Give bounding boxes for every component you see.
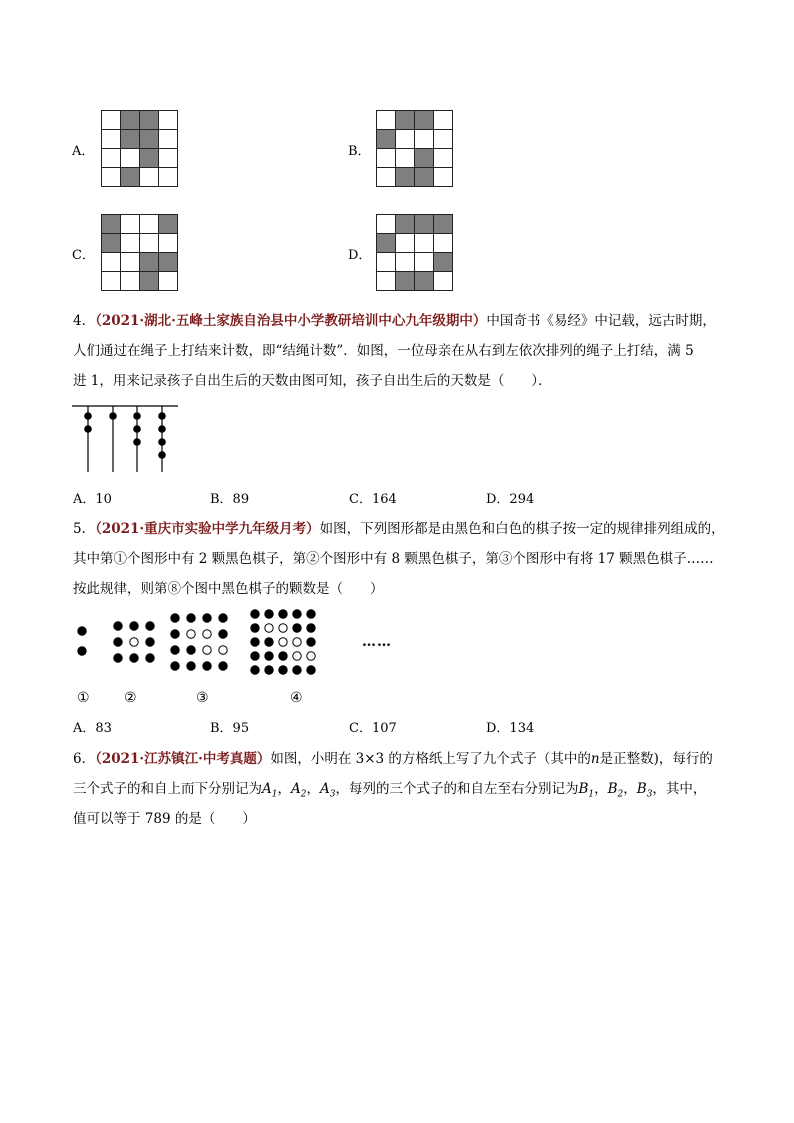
option-d-label: D． [348, 248, 372, 263]
white-stone [265, 624, 273, 632]
knot [84, 425, 92, 433]
shaded-cell [159, 253, 178, 272]
q6-a1: $A_1$ [262, 781, 278, 800]
q5-number: 5． [73, 521, 96, 537]
knot [133, 425, 141, 433]
white-stone [203, 646, 211, 654]
grid-cell [159, 149, 178, 168]
white-stone [203, 630, 211, 638]
grid-cell [377, 149, 396, 168]
grid-cell [396, 149, 415, 168]
shaded-cell [434, 215, 453, 234]
q4-choice-c: C．164 [349, 492, 397, 507]
q5-choice-a: A．83 [73, 721, 112, 736]
grid-cell [121, 253, 140, 272]
black-stone [203, 662, 211, 670]
shaded-cell [102, 234, 121, 253]
black-stone [265, 652, 273, 660]
black-stone [279, 652, 287, 660]
shaded-cell [140, 130, 159, 149]
black-stone [307, 610, 315, 618]
black-stone [251, 666, 259, 674]
grid-cell [415, 253, 434, 272]
grid-cell [121, 234, 140, 253]
shaded-cell [140, 272, 159, 291]
black-stone [219, 614, 227, 622]
white-stone [293, 652, 301, 660]
q4-choice-a: A．10 [73, 492, 112, 507]
black-stone [146, 622, 154, 630]
white-stone [279, 638, 287, 646]
grid-cell [415, 130, 434, 149]
shaded-cell [121, 168, 140, 187]
q5-line1 [73, 519, 725, 539]
black-stone [146, 638, 154, 646]
grid-cell [377, 272, 396, 291]
shaded-cell [415, 111, 434, 130]
knot [133, 412, 141, 420]
q4-choice-d: D．294 [486, 492, 535, 507]
q6-b2: $B_2$ [607, 781, 624, 800]
option-d-grid [376, 214, 453, 291]
option-a-grid [101, 110, 178, 187]
q6-b1: $B_1$ [578, 781, 595, 800]
q6-source: （2021·江苏镇江·中考真题） [95, 751, 271, 767]
option-a-label: A． [72, 144, 95, 159]
q4-line1 [73, 311, 716, 331]
q6-text-2c: ，其中， [652, 781, 707, 797]
shaded-cell [396, 111, 415, 130]
q6-number: 6． [73, 751, 96, 767]
shaded-cell [159, 215, 178, 234]
black-stone [171, 646, 179, 654]
black-stone [279, 610, 287, 618]
grid-cell [434, 149, 453, 168]
black-stone [307, 666, 315, 674]
black-stone [114, 638, 122, 646]
black-stone [114, 654, 122, 662]
white-stone [187, 630, 195, 638]
black-stone [187, 614, 195, 622]
q6-line1 [73, 749, 713, 769]
option-b-label: B． [348, 144, 371, 159]
chess-pattern-figure [70, 604, 410, 684]
knot-rope-figure [70, 402, 180, 474]
shaded-cell [396, 168, 415, 187]
grid-cell [377, 168, 396, 187]
grid-cell [159, 234, 178, 253]
grid-cell [140, 215, 159, 234]
shaded-cell [396, 272, 415, 291]
q4-number: 4． [73, 313, 96, 329]
black-stone [251, 652, 259, 660]
black-stone [219, 662, 227, 670]
grid-cell [415, 234, 434, 253]
shaded-cell [140, 253, 159, 272]
black-stone [146, 654, 154, 662]
shaded-cell [434, 253, 453, 272]
white-stone [307, 652, 315, 660]
shaded-cell [140, 111, 159, 130]
q5-line2: 其中第①个图形中有 2 颗黑色棋子，第②个图形中有 8 颗黑色棋子，第③个图形中有将 17 颗黑色棋子…… [73, 551, 714, 567]
grid-cell [434, 130, 453, 149]
figure-label-2: ② [124, 690, 137, 706]
black-stone [265, 638, 273, 646]
q6-a3: $A_3$ [319, 781, 336, 800]
black-stone [187, 646, 195, 654]
black-stone [307, 638, 315, 646]
black-stone [187, 662, 195, 670]
grid-cell [396, 234, 415, 253]
q4-choice-b: B．89 [210, 492, 250, 507]
shaded-cell [102, 215, 121, 234]
grid-cell [377, 111, 396, 130]
black-stone [219, 630, 227, 638]
q6-var-n: n [590, 751, 600, 767]
grid-cell [377, 253, 396, 272]
knot [109, 412, 117, 420]
black-stone [307, 624, 315, 632]
q6-a2: $A_2$ [290, 781, 307, 800]
figure-label-4: ④ [290, 690, 303, 706]
figure-label-1: ① [77, 690, 90, 706]
black-stone [171, 662, 179, 670]
q6-text-1a: 如图，小明在 3×3 的方格纸上写了九个式子（其中的 [270, 751, 591, 767]
option-b-grid [376, 110, 453, 187]
black-stone [265, 666, 273, 674]
grid-cell [102, 253, 121, 272]
grid-cell [102, 149, 121, 168]
q5-choice-d: D．134 [486, 721, 535, 736]
shaded-cell [415, 168, 434, 187]
white-stone [130, 638, 138, 646]
q5-choice-b: B．95 [210, 721, 250, 736]
white-stone [293, 638, 301, 646]
black-stone [279, 666, 287, 674]
black-stone [293, 624, 301, 632]
grid-cell [159, 111, 178, 130]
q4-text-1: 中国奇书《易经》中记载，远古时期， [486, 313, 716, 329]
q6-b3: $B_3$ [636, 781, 653, 800]
white-stone [279, 624, 287, 632]
black-stone [78, 627, 86, 635]
grid-cell [140, 168, 159, 187]
q4-line3: 进 1，用来记录孩子自出生后的天数由图可知，孩子自出生后的天数是（ ）． [73, 373, 552, 389]
q6-text-1b: 是正整数)，每行的 [599, 751, 713, 767]
shaded-cell [415, 149, 434, 168]
grid-cell [159, 272, 178, 291]
q6-text-2b: ，每列的三个式子的和自左至右分别记为 [335, 781, 579, 797]
grid-cell [396, 130, 415, 149]
q4-line2: 人们通过在绳子上打结来计数，即“结绳计数”．如图，一位母亲在从右到左依次排列的绳子上打结，满 5 [73, 343, 694, 359]
black-stone [293, 666, 301, 674]
shaded-cell [140, 149, 159, 168]
figure-label-3: ③ [196, 690, 209, 706]
white-stone [219, 646, 227, 654]
grid-cell [121, 149, 140, 168]
black-stone [251, 610, 259, 618]
grid-cell [159, 168, 178, 187]
shaded-cell [121, 111, 140, 130]
grid-cell [102, 130, 121, 149]
black-stone [114, 622, 122, 630]
grid-cell [159, 130, 178, 149]
knot [158, 451, 166, 459]
black-stone [251, 638, 259, 646]
grid-cell [434, 111, 453, 130]
shaded-cell [415, 215, 434, 234]
grid-cell [102, 272, 121, 291]
grid-cell [121, 215, 140, 234]
knot [158, 425, 166, 433]
grid-cell [140, 234, 159, 253]
shaded-cell [396, 215, 415, 234]
option-c-label: C． [72, 248, 95, 263]
q5-ellipsis: …… [362, 634, 392, 650]
q4-source: （2021·湖北·五峰土家族自治县中小学教研培训中心九年级期中） [95, 313, 487, 329]
black-stone [251, 624, 259, 632]
black-stone [130, 654, 138, 662]
black-stone [293, 610, 301, 618]
shaded-cell [121, 130, 140, 149]
option-c-grid [101, 214, 178, 291]
shaded-cell [377, 130, 396, 149]
grid-cell [377, 215, 396, 234]
shaded-cell [415, 272, 434, 291]
q6-text-2a: 三个式子的和自上而下分别记为 [73, 781, 262, 797]
q6-line3: 值可以等于 789 的是（ ） [73, 811, 256, 827]
q5-text-1: 如图，下列图形都是由黑色和白色的棋子按一定的规律排列组成的， [319, 521, 725, 537]
knot [133, 438, 141, 446]
grid-cell [434, 168, 453, 187]
knot [158, 438, 166, 446]
grid-cell [102, 111, 121, 130]
q5-source: （2021·重庆市实验中学九年级月考） [95, 521, 320, 537]
q5-choice-c: C．107 [349, 721, 397, 736]
q5-line3: 按此规律，则第⑧个图中黑色棋子的颗数是（ ） [73, 581, 384, 597]
black-stone [78, 647, 86, 655]
q6-line2: 三个式子的和自上而下分别记为$A_1$，$A_2$，$A_3$，每列的三个式子的和自左至右分别记为$B_1$，$B_2$，$B_3$，其中， [73, 781, 707, 800]
black-stone [265, 610, 273, 618]
shaded-cell [377, 234, 396, 253]
grid-cell [121, 272, 140, 291]
black-stone [171, 614, 179, 622]
knot [158, 412, 166, 420]
black-stone [171, 630, 179, 638]
black-stone [130, 622, 138, 630]
black-stone [203, 614, 211, 622]
knot [84, 412, 92, 420]
grid-cell [102, 168, 121, 187]
grid-cell [434, 272, 453, 291]
grid-cell [396, 253, 415, 272]
grid-cell [434, 234, 453, 253]
